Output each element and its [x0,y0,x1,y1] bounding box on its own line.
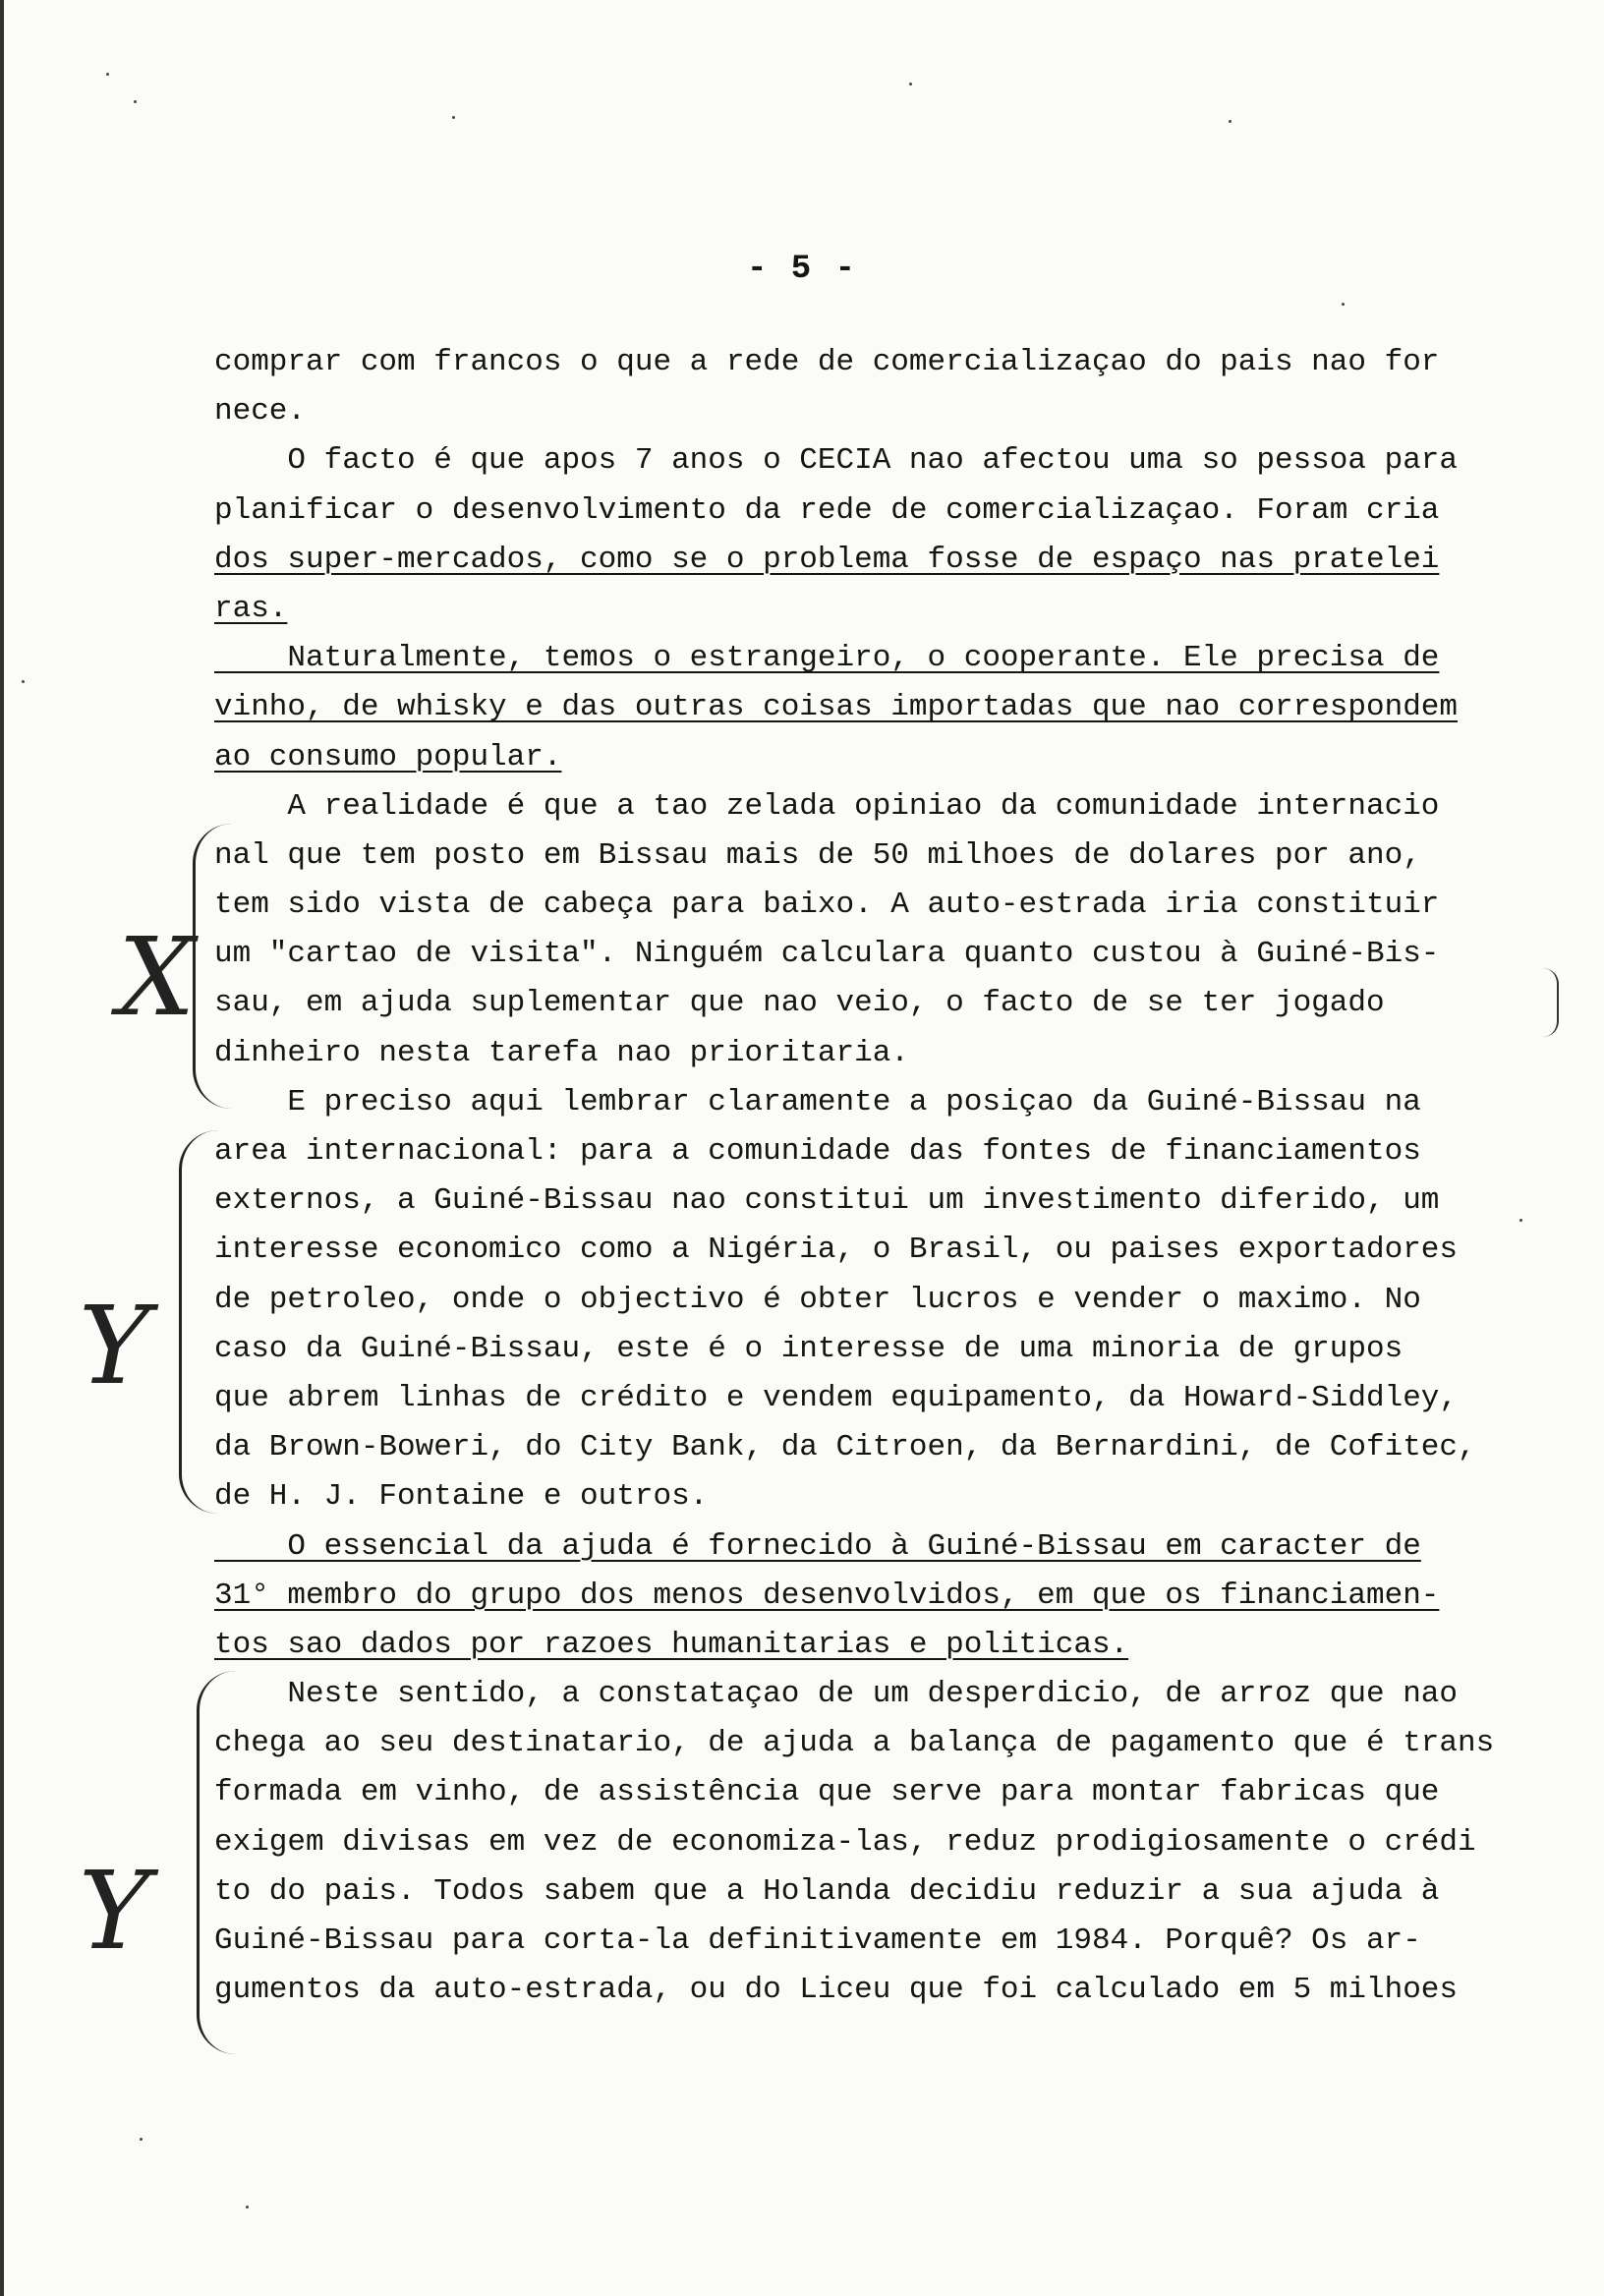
text-line: de H. J. Fontaine e outros. [214,1479,709,1515]
text-line: nal que tem posto em Bissau mais de 50 milhoes de dolares por ano, [214,837,1421,873]
scan-speck [1229,120,1232,123]
text-line: Naturalmente, temos o estrangeiro, o cooperante. Ele precisa de [214,641,1440,676]
text-line: E preciso aqui lembrar claramente a posiçao da Guiné-Bissau na [214,1084,1421,1119]
text-line: formada em vinho, de assistência que serve para montar fabricas que [214,1775,1440,1810]
text-line: da Brown-Boweri, do City Bank, da Citroen, da Bernardini, de Cofitec, [214,1430,1476,1465]
text-line: Guiné-Bissau para corta-la definitivamente em 1984. Porquê? Os ar- [214,1923,1421,1958]
text-line: area internacional: para a comunidade das fontes de financiamentos [214,1134,1421,1169]
scan-speck [1519,1219,1522,1222]
text-line: caso da Guiné-Bissau, este é o interesse de uma minoria de grupos [214,1331,1404,1366]
text-line: comprar com francos o que a rede de comercializaçao do pais nao for [214,345,1440,379]
text-line: sau, em ajuda suplementar que nao veio, o facto de se ter jogado [214,986,1385,1021]
handwritten-mark: Y [79,1848,150,1974]
scan-speck [106,73,109,76]
page-number: - 5 - [746,251,858,288]
scan-speck [246,2206,249,2209]
text-line: ras. [214,591,288,626]
text-line: nece. [214,394,307,430]
margin-bracket [1543,968,1559,1037]
handwritten-mark: X [118,914,196,1040]
text-line: tem sido vista de cabeça para baixo. A auto-estrada iria constituir [214,888,1440,923]
scan-speck [1342,303,1345,306]
margin-bracket [193,824,235,1109]
text-line: dinheiro nesta tarefa nao prioritaria. [214,1035,909,1070]
margin-bracket [179,1130,221,1514]
text-line: to do pais. Todos sabem que a Holanda decidiu reduzir a sua ajuda à [214,1873,1440,1909]
text-line: ao consumo popular. [214,739,562,775]
text-line: A realidade é que a tao zelada opiniao da comunidade internacio [214,788,1440,824]
margin-bracket [197,1671,239,2054]
text-line: Neste sentido, a constataçao de um desperdicio, de arroz que nao [214,1677,1459,1712]
text-line: planificar o desenvolvimento da rede de comercializaçao. Foram cria [214,492,1440,528]
text-line: um "cartao de visita". Ninguém calculara quanto custou à Guiné-Bis- [214,937,1440,972]
scan-speck [909,83,912,86]
text-line: O essencial da ajuda é fornecido à Guiné-Bissau em caracter de [214,1528,1421,1564]
text-line: que abrem linhas de crédito e vendem equipamento, da Howard-Siddley, [214,1380,1459,1415]
page-body [214,338,1571,2015]
scan-speck [140,2138,143,2141]
handwritten-mark: Y [79,1283,150,1408]
text-line: vinho, de whisky e das outras coisas importadas que nao correspondem [214,690,1459,725]
text-line: interesse economico como a Nigéria, o Brasil, ou paises exportadores [214,1233,1459,1268]
text-line: gumentos da auto-estrada, ou do Liceu que foi calculado em 5 milhoes [214,1973,1459,2008]
text-line: O facto é que apos 7 anos o CECIA nao afectou uma so pessoa para [214,443,1459,479]
text-line: dos super-mercados, como se o problema fosse de espaço nas pratelei [214,542,1440,577]
text-line: de petroleo, onde o objectivo é obter lucros e vender o maximo. No [214,1282,1421,1317]
scan-speck [134,100,137,103]
text-line: chega ao seu destinatario, de ajuda a balança de pagamento que é trans [214,1726,1495,1761]
page-edge [0,0,4,2296]
scan-speck [452,116,455,119]
text-line: exigem divisas em vez de economiza-las, reduz prodigiosamente o crédi [214,1824,1476,1860]
text-line: externos, a Guiné-Bissau nao constitui um investimento diferido, um [214,1183,1440,1219]
text-line: tos sao dados por razoes humanitarias e politicas. [214,1627,1129,1662]
text-line: 31° membro do grupo dos menos desenvolvidos, em que os financiamen- [214,1578,1440,1613]
scan-speck [22,680,25,683]
